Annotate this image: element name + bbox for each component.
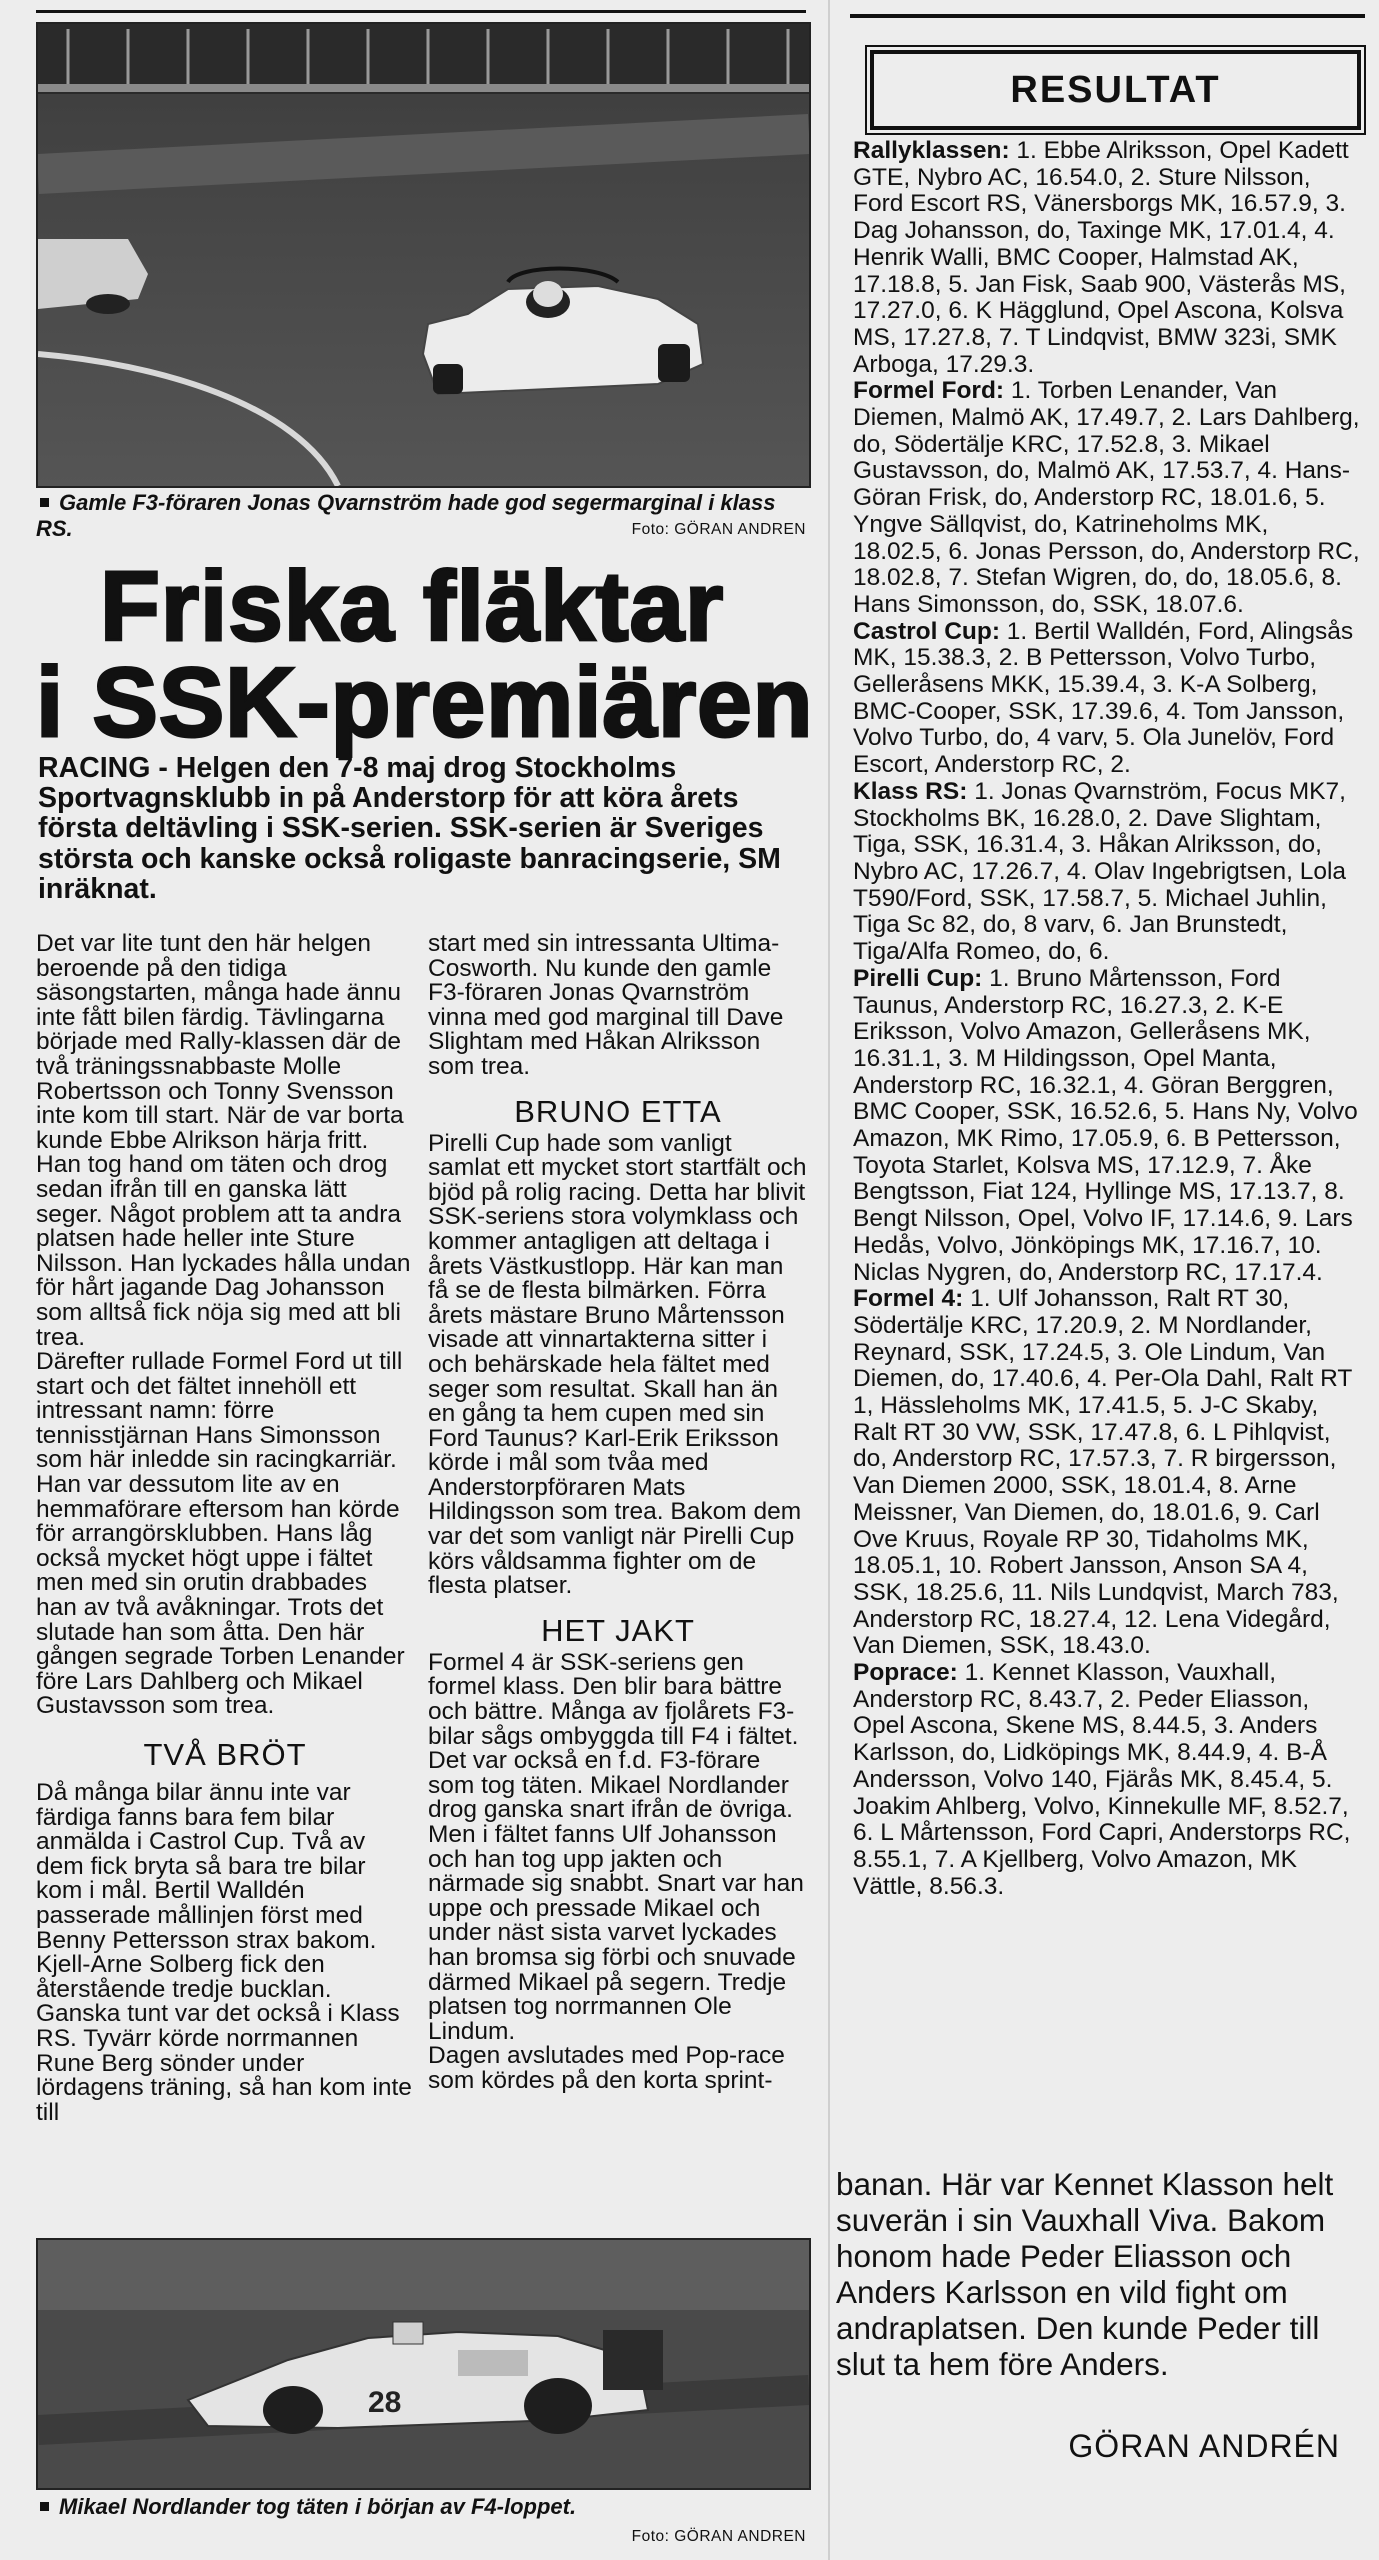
top-rule-right <box>850 14 1365 18</box>
col1-paragraph-2: Därefter rullade Formel Ford ut till start och det fältet innehöll ett intressant namn: förre tennisstjärnan Hans Simonsson som här inledde sin racingkarriär. Han var dessutom lite av en hemmaförare eftersom han körde för arrangörsklubben. Hans låg också mycket högt uppe i fältet men med sin orutin drabbades han av två avåkningar. Trots det slutade han som åtta. Den här gången segrade Torben Lenander före Lars Dahlberg och Mikael Gustavsson som trea. <box>36 1348 405 1720</box>
result-class-text: 1. Bruno Mårtensson, Ford Taunus, Anderstorp RC, 16.27.3, 2. K-E Eriksson, Volvo Amazon, Gelleråsens MK, 16.31.1, 3. M Hildingsson, Opel Manta, Anderstorp RC, 16.32.1, 4. Göran Berggren, BMC Cooper, SSK, 16.52.6, 5. Hans Ny, Volvo Amazon, MK Rimo, 17.05.9, 6. B Pettersson, Toyota Starlet, Kolsva MS, 17.12.9, 7. Åke Bengtsson, Fiat 124, Hyllinge MS, 17.13.7, 8. Bengt Nilsson, Opel, Volvo IF, 17.14.6, 9. Lars Hedås, Volvo, Jönköpings MK, 17.16.7, 10. Niclas Nygren, do, Anderstorp RC, 17.17.4. <box>853 964 1358 1286</box>
col2-paragraph-4: Dagen avslutades med Pop-race som kördes på den korta sprint- <box>428 2042 785 2094</box>
col1-paragraph-4: Ganska tunt var det också i Klass RS. Tyvärr körde norrmannen Rune Berg sönder under lördagens träning, så han kom inte till <box>36 2000 412 2126</box>
bullet-icon <box>40 498 49 507</box>
article-ingress: RACING - Helgen den 7-8 maj drog Stockholms Sportvagnsklubb in på Anderstorp för att köra årets första deltävling i SSK-serien. SSK-serien är Sveriges största och kanske också roligaste banracingserie, SM inräknat. <box>38 752 781 905</box>
result-class-text: 1. Torben Lenander, Van Diemen, Malmö AK, 17.49.7, 2. Lars Dahlberg, do, Södertälje KRC, 17.52.8, 3. Mikael Gustavsson, do, Malmö AK, 17.53.7, 4. Hans-Göran Frisk, do, Anderstorp RC, 18.01.6, 5. Yngve Sällqvist, do, Katrineholms MK, 18.02.5, 6. Jonas Persson, do, Anderstorp RC, 18.02.8, 7. Stefan Wigren, do, do, 18.05.6, 8. Hans Simonsson, do, SSK, 18.07.6. <box>853 377 1360 618</box>
col1-subhead: TVÅ BRÖT <box>143 1737 307 1772</box>
car-number: 28 <box>368 2386 402 2419</box>
result-class-name: Poprace: <box>853 1659 958 1687</box>
col2-paragraph-2: Pirelli Cup hade som vanligt samlat ett mycket stort startfält och bjöd på rolig racing. Detta har blivit SSK-seriens stora volymklass och kommer antagligen att deltaga i årets Västkustlopp. Här kan man få se de flesta bilmärken. Förra årets mästare Bruno Mårtensson visade att vinnartakterna sitter i och behärskade hela fältet med seger som resultat. Skall han än en gång ta hem cupen med sin Ford Taunus? Karl-Erik Eriksson körde i mål som tvåa med Anderstorpföraren Mats Hildingsson som trea. Bakom dem var det som vanligt när Pirelli Cup körs våldsamma fighter om de flesta platser. <box>428 1129 807 1600</box>
col2-subhead-1: BRUNO ETTA <box>514 1093 722 1129</box>
photo-bottom-caption <box>36 2494 806 2520</box>
result-class-name: Castrol Cup: <box>853 617 1000 645</box>
column-divider <box>828 0 830 2560</box>
result-class-text: 1. Ebbe Alriksson, Opel Kadett GTE, Nybro AC, 16.54.0, 2. Sture Nilsson, Ford Escort RS, Vänersborgs MK, 16.57.9, 3. Dag Johansson, do, Taxinge MK, 17.01.4, 4. Henrik Walli, BMC Cooper, Halmstad AK, 17.18.8, 5. Jan Fisk, Saab 900, Västerås MS, 17.27.0, 6. K Hägglund, Opel Ascona, Kolsva MS, 17.27.8, 7. T Lindqvist, BMW 323i, SMK Arboga, 17.29.3. <box>853 137 1349 378</box>
photo-top-caption-text: Gamle F3-föraren Jonas Qvarnström hade god segermarginal i klass RS. <box>36 490 776 541</box>
photo-bottom-credit: Foto: GÖRAN ANDREN <box>631 2528 806 2545</box>
result-class-entry <box>853 138 1361 378</box>
result-class-entry <box>853 1660 1361 1900</box>
result-class-name: Rallyklassen: <box>853 137 1010 164</box>
result-class-entry <box>853 1286 1361 1660</box>
headline-line1: Friska fläktar <box>100 551 725 661</box>
results-title: RESULTAT <box>1010 68 1221 111</box>
column-1 <box>36 932 414 2125</box>
result-class-entry <box>853 619 1361 779</box>
results-title-box <box>870 50 1361 130</box>
result-class-name: Klass RS: <box>853 777 968 805</box>
result-class-text: 1. Jonas Qvarnström, Focus MK7, Stockholms BK, 16.28.0, 2. Dave Slightam, Tiga, SSK, 16.31.4, 3. Håkan Alriksson, do, Nybro AC, 17.26.7, 4. Olav Ingebrigtsen, Lola T590/Ford, SSK, 17.58.7, 5. Michael Juhlin, Tiga Sc 82, do, 8 varv, 6. Jan Brunstedt, Tiga/Alfa Romeo, do, 6. <box>853 777 1347 966</box>
byline: GÖRAN ANDRÉN <box>1068 2428 1340 2464</box>
result-class-name: Formel Ford: <box>853 377 1005 405</box>
col2-paragraph-3: Formel 4 är SSK-seriens gen formel klass. Den blir bara bättre och bättre. Många av fjolårets F3-bilar sågs ombyggda till F4 i fältet. Det var också en f.d. F3-förare som tog täten. Mikael Nordlander drog ganska snart ifrån de övriga. Men i fältet fanns Ulf Johansson och han tog upp jakten och närmade sig snabbt. Snart var han uppe och pressade Mikael och under näst sista varvet lyckades han bromsa sig förbi och snuvade därmed Mikael på segern. Tredje platsen tog norrmannen Ole Lindum. <box>428 1648 804 2045</box>
headline-line2: i SSK-premiären <box>36 647 814 757</box>
top-rule-left <box>36 10 806 13</box>
col1-paragraph-3: Då många bilar ännu inte var färdiga fanns bara fem bilar anmälda i Castrol Cup. Två av dem fick bryta så bara tre bilar kom i mål. Bertil Walldén passerade mållinjen först med Benny Pettersson strax bakom. Kjell-Arne Solberg fick den återstående tredje bucklan. <box>36 1779 377 2003</box>
formula-car-illustration <box>38 2240 809 2488</box>
result-class-text: 1. Ulf Johansson, Ralt RT 30, Södertälje KRC, 17.20.9, 2. M Nordlander, Reynard, SSK, 17.24.5, 3. Ole Lindum, Van Diemen, do, 17.40.6, 4. Per-Ola Dahl, Ralt RT 1, Hässleholms MK, 17.41.5, 5. J-C Skaby, Ralt RT 30 VW, SSK, 17.47.8, 6. L Pihlqvist, do, Anderstorp RC, 17.57.3, 7. R birgersson, Van Diemen 2000, SSK, 18.01.4, 8. Arne Meissner, Van Diemen, do, 18.01.6, 9. Carl Ove Kruus, Royale RP 30, Tidaholms MK, 18.05.1, 10. Robert Jansson, Anson SA 4, SSK, 18.25.6, 11. Nils Lundqvist, March 783, Anderstorp RC, 18.27.4, 12. Lena Videgård, Van Diemen, SSK, 18.43.0. <box>853 1285 1352 1660</box>
result-class-text: 1. Bertil Walldén, Ford, Alingsås MK, 15.38.3, 2. B Pettersson, Volvo Turbo, Gelleråsens MKK, 15.39.4, 3. K-A Solberg, BMC-Cooper, SSK, 17.39.6, 4. Tom Jansson, Volvo Turbo, do, 4 varv, 5. Ola Junelöv, Ford Escort, Anderstorp RC, 2. <box>853 617 1354 779</box>
race-photo-bottom <box>36 2238 811 2490</box>
sports-car-illustration <box>38 24 809 486</box>
result-class-name: Formel 4: <box>853 1285 964 1313</box>
column-2 <box>428 932 808 2094</box>
results-list <box>853 138 1361 1900</box>
result-class-entry <box>853 378 1361 618</box>
col2-paragraph-1: start med sin intressanta Ultima-Cosworth. Nu kunde den gamle F3-föraren Jonas Qvarnström vinna med god marginal till Dave Slightam med Håkan Alriksson som trea. <box>428 930 784 1080</box>
result-class-text: 1. Kennet Klasson, Vauxhall, Anderstorp RC, 8.43.7, 2. Peder Eliasson, Opel Ascona, Skene MS, 8.44.5, 3. Anders Karlsson, do, Lidköpings MK, 8.44.9, 4. B-Å Andersson, Volvo 140, Fjärås MK, 8.45.4, 5. Joakim Ahlberg, Volvo, Kinnekulle MF, 8.52.7, 6. L Mårtensson, Ford Capri, Anderstorps RC, 8.55.1, 7. A Kjellberg, Volvo Amazon, MK Vättle, 8.56.3. <box>853 1659 1351 1900</box>
photo-top-credit: Foto: GÖRAN ANDREN <box>631 521 806 538</box>
result-class-entry <box>853 779 1361 966</box>
column-3-end: banan. Här var Kennet Klasson helt suverän i sin Vauxhall Viva. Bakom honom hade Peder Eliasson och Anders Karlsson en vild fight om andraplatsen. Den kunde Peder till slut ta hem före Anders. <box>836 2166 1334 2382</box>
result-class-name: Pirelli Cup: <box>853 964 983 992</box>
photo-bottom-caption-text: Mikael Nordlander tog täten i början av F4-loppet. <box>59 2494 577 2519</box>
result-class-entry <box>853 966 1361 1286</box>
col1-paragraph-1: Det var lite tunt den här helgen beroende på den tidiga säsongstarten, många hade ännu inte fått bilen färdig. Tävlingarna började med Rally-klassen där de två träningssnabbaste Molle Robertsson och Tonny Svensson inte kom till start. När de var borta kunde Ebbe Alrikson härja fritt. Han tog hand om täten och drog sedan ifrån till en ganska lätt seger. Något problem att ta andra platsen hade heller inte Sture Nilsson. Han lyckades hålla undan för hårt jagande Dag Johansson som alltså fick nöja sig med att bli trea. <box>36 930 411 1351</box>
race-photo-top <box>36 22 811 488</box>
bullet-icon <box>40 2502 49 2511</box>
col2-subhead-2: HET JAKT <box>541 1612 695 1648</box>
